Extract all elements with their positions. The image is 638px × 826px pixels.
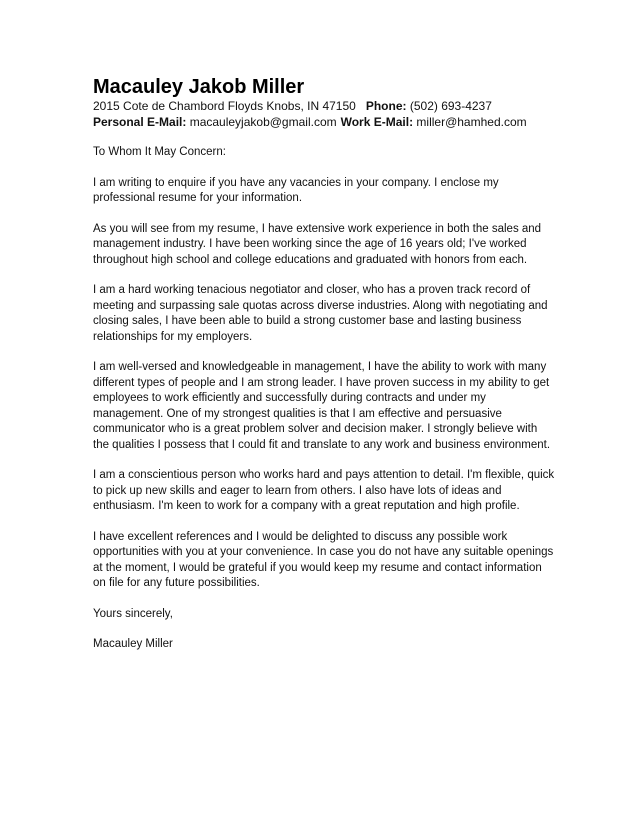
paragraph: I am well-versed and knowledgeable in management, I have the ability to work with many different types of people and I am strong leader. I have proven success in my ability to get employees to work efficiently and successfully during contracts and under my management. One of my strongest qualities is that I am effective and persuasive communicator who is a great problem solver and decision maker. I strongly believe with the qualities I possess that I could fit and translate to any work and business environment. xyxy=(93,361,551,451)
personal-email-label: Personal E-Mail: xyxy=(93,115,187,129)
personal-email: macauleyjakob@gmail.com xyxy=(189,115,337,129)
signature: Macauley Miller xyxy=(93,638,173,650)
address: 2015 Cote de Chambord Floyds Knobs, IN 47150 xyxy=(93,99,356,113)
closing: Yours sincerely, xyxy=(93,607,173,620)
work-email-label: Work E-Mail: xyxy=(340,115,414,129)
salutation: To Whom It May Concern: xyxy=(93,146,226,158)
paragraph: I am a conscientious person who works hard and pays attention to detail. I'm flexible, quick to pick up new skills and eager to learn from others. I also have lots of ideas and enthusiasm. I'm keen to work for a company with a great reputation and high profile. xyxy=(93,469,555,512)
email-line xyxy=(93,114,555,130)
phone-number: (502) 693-4237 xyxy=(409,99,492,113)
paragraph: I am writing to enquire if you have any vacancies in your company. I enclose my professional resume for your information. xyxy=(93,176,499,204)
applicant-name: Macauley Jakob Miller xyxy=(93,76,305,98)
paragraph: As you will see from my resume, I have extensive work experience in both the sales and management industry. I have been working since the age of 16 years old; I've worked throughout high school and college educations and graduated with honors from each. xyxy=(93,222,542,266)
work-email: miller@hamhed.com xyxy=(416,115,527,129)
cover-letter xyxy=(93,76,555,653)
address-line xyxy=(93,98,555,114)
paragraph: I am a hard working tenacious negotiator and closer, who has a proven track record of meeting and surpassing sale quotas across diverse industries. Along with negotiating and closing sales, I have been able to build a strong customer base and lasting business relationships for my employers. xyxy=(93,284,548,343)
phone-label: Phone: xyxy=(365,99,407,113)
paragraph: I have excellent references and I would be delighted to discuss any possible work opportunities with you at your convenience. In case you do not have any suitable openings at the moment, I would be grateful if you would keep my resume and contact information on file for any future possibilities. xyxy=(93,530,554,589)
